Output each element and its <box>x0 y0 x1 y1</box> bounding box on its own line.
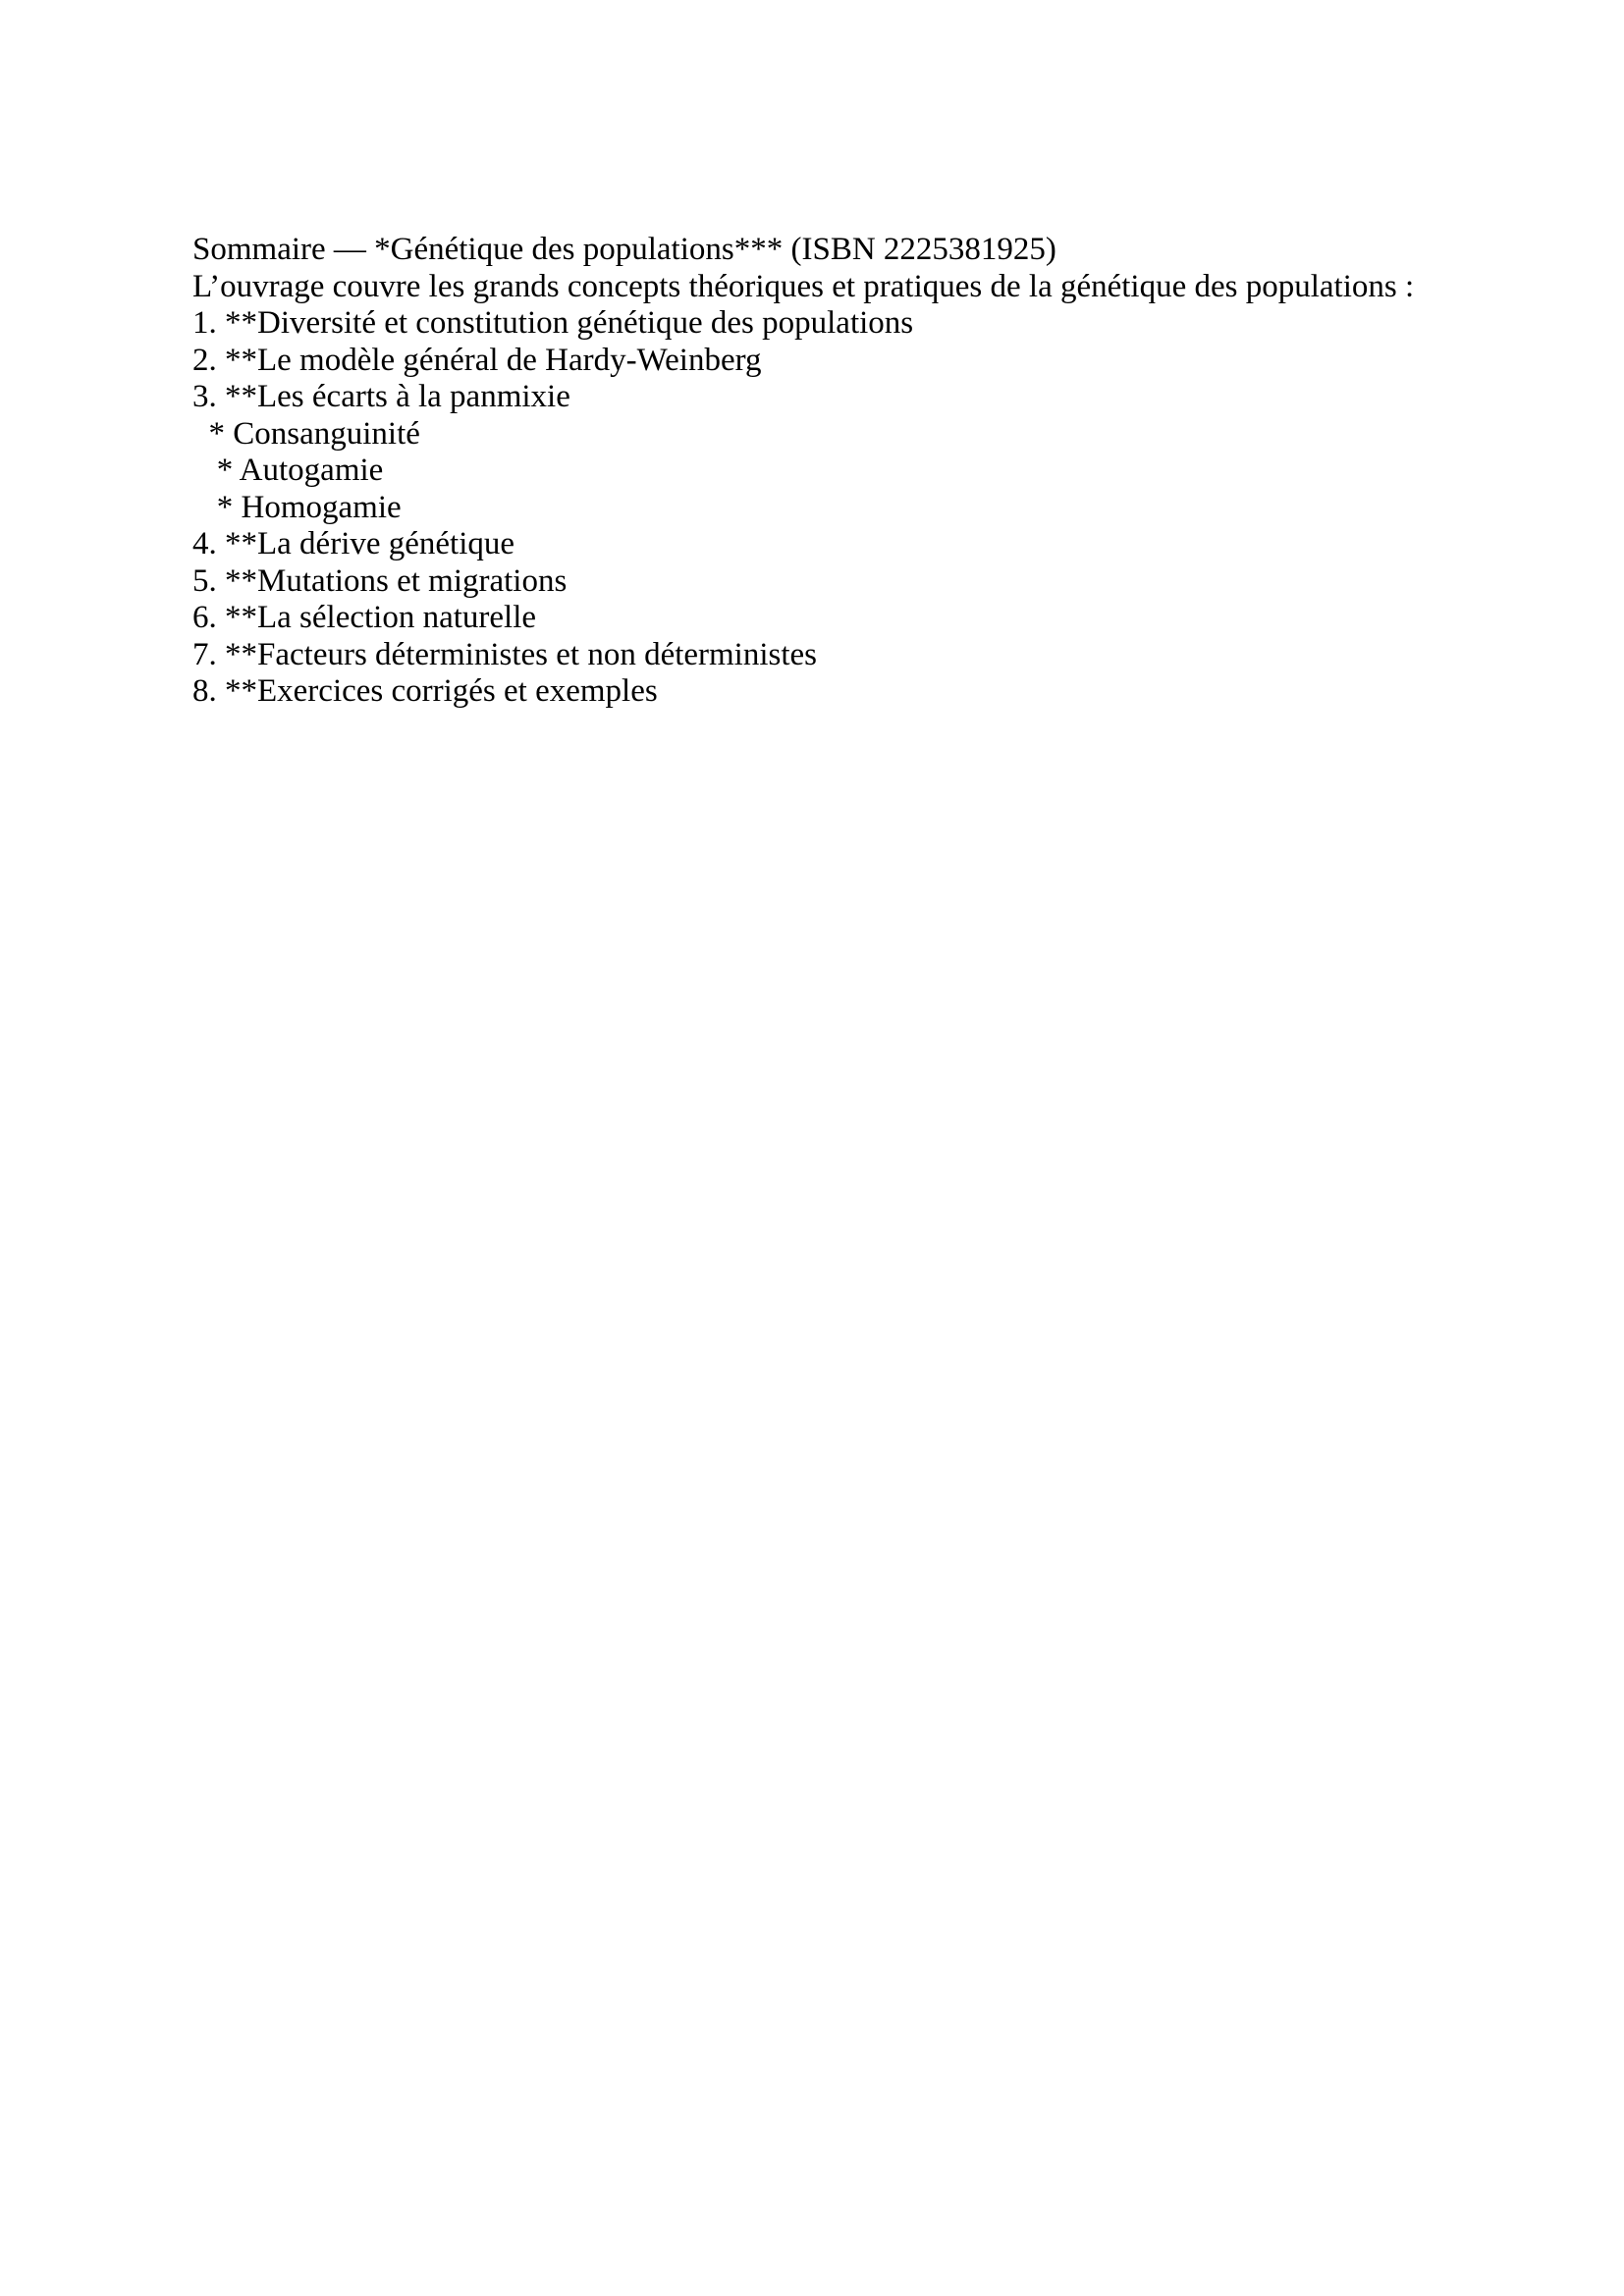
toc-item-3: 3. **Les écarts à la panmixie <box>192 379 570 414</box>
toc-item-5: 5. **Mutations et migrations <box>192 562 568 599</box>
toc-item-8: 8. **Exercices corrigés et exemples <box>192 673 658 709</box>
summary-intro: L’ouvrage couvre les grands concepts théoriques et pratiques de la génétique des populations : <box>192 268 1415 304</box>
toc-item-6: 6. **La sélection naturelle <box>192 600 537 635</box>
toc-subitem-consanguinite: * Consanguinité <box>192 415 420 452</box>
toc-item-7: 7. **Facteurs déterministes et non déterministes <box>192 636 818 672</box>
summary-header: Sommaire — *Génétique des populations*** (ISBN 2225381925) <box>192 232 1056 267</box>
toc-item-1: 1. **Diversité et constitution génétique des populations <box>192 305 914 341</box>
toc-subitem-homogamie: * Homogamie <box>192 489 402 525</box>
toc-subitem-autogamie: * Autogamie <box>192 453 384 488</box>
toc-item-2: 2. **Le modèle général de Hardy-Weinberg <box>192 342 762 378</box>
summary-text-block <box>192 232 1439 711</box>
toc-item-4: 4. **La dérive génétique <box>192 526 515 561</box>
